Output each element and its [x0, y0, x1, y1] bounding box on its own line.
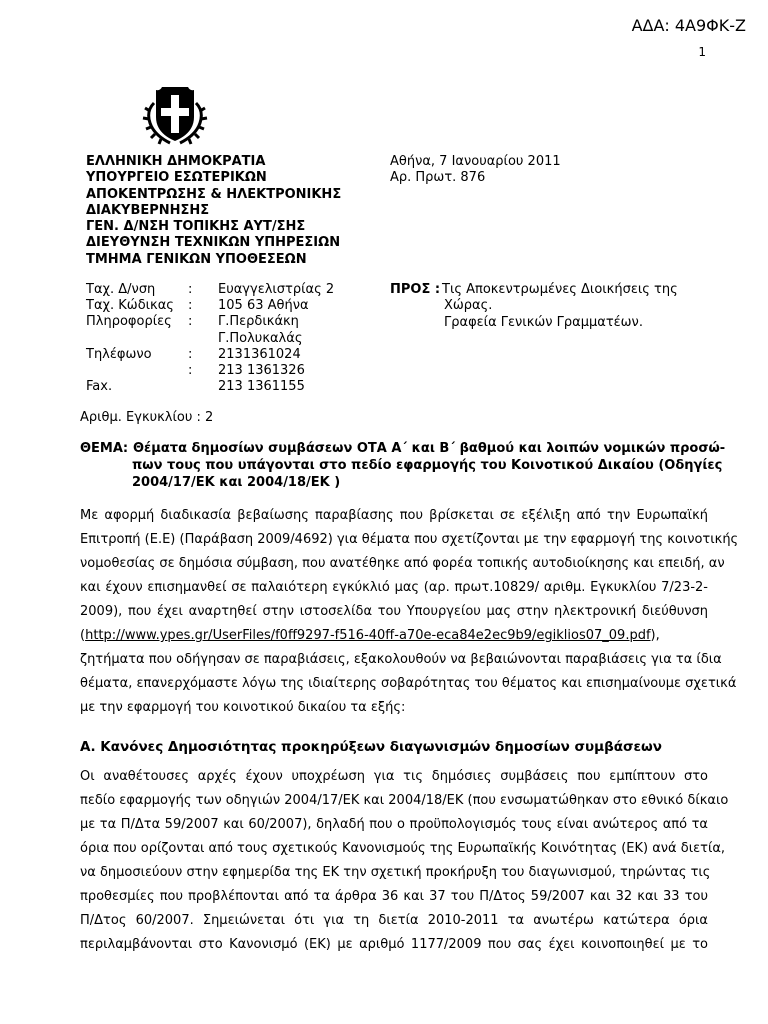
paragraph-line: περιλαμβάνονται στο Κανονισμό (ΕΚ) με αριθμό 1177/2009 που σας έχει κοινοποιηθεί με το: [80, 937, 708, 952]
sender-block: [86, 154, 341, 268]
sender-line: ΓΕΝ. Δ/ΝΣΗ ΤΟΠΙΚΗΣ ΑΥΤ/ΣΗΣ: [86, 219, 306, 235]
paragraph-line: Π/Δτος 60/2007. Σημειώνεται ότι για τη διετία 2010-2011 τα ανωτέρω κατώτερα όρια: [80, 913, 708, 928]
protocol-number: Αρ. Πρωτ. 876: [390, 170, 486, 186]
contact-row: [86, 331, 386, 347]
contact-row: [86, 314, 386, 330]
recipient-label: ΠΡΟΣ :: [390, 282, 441, 297]
contact-colon: :: [188, 314, 193, 330]
contact-label: Πληροφορίες: [86, 314, 172, 330]
contact-label: Fax.: [86, 379, 113, 395]
paragraph-line: ζητήματα που οδήγησαν σε παραβιάσεις, εξακολουθούν να βεβαιώνονται παραβιάσεις για τα ίδια: [80, 652, 722, 667]
paragraph-line: και έχουν επισημανθεί σε παλαιότερη εγκύκλιό μας (αρ. πρωτ.10829/ αριθμ. Εγκυκλίου 7/23-2-: [80, 580, 708, 595]
paragraph-line: με την εφαρμογή του κοινοτικού δικαίου τα εξής:: [80, 700, 406, 715]
sender-line: ΑΠΟΚΕΝΤΡΩΣΗΣ & ΗΛΕΚΤΡΟΝΙΚΗΣ: [86, 186, 342, 202]
intro-paragraph: [80, 504, 739, 720]
paragraph-line: να δημοσιεύουν στην εφημερίδα της ΕΚ την σχετική προκήρυξη του διαγωνισμού, τηρώντας τις: [80, 865, 711, 880]
link-paren-close: ),: [650, 628, 660, 643]
contact-row: [86, 298, 386, 314]
contact-row: [86, 282, 386, 298]
paragraph-line: 2009), που έχει αναρτηθεί στην ιστοσελίδα του Υπουργείου μας στην ηλεκτρονική διεύθυνση: [80, 604, 708, 619]
section-a-paragraph: [80, 765, 729, 957]
paragraph-line: Επιτροπή (Ε.Ε) (Παράβαση 2009/4692) για θέματα που σχετίζονται με την εφαρμογή της κοινοτικής: [80, 532, 739, 547]
contact-label: Ταχ. Δ/νση: [86, 282, 156, 297]
contact-colon: :: [188, 362, 193, 378]
section-a-heading: Α. Κανόνες Δημοσιότητας προκηρύξεων διαγωνισμών δημοσίων συμβάσεων: [80, 739, 662, 755]
sender-line: ΔΙΕΥΘΥΝΣΗ ΤΕΧΝΙΚΩΝ ΥΠΗΡΕΣΙΩΝ: [86, 235, 341, 251]
sender-line: ΕΛΛΗΝΙΚΗ ΔΗΜΟΚΡΑΤΙΑ: [86, 154, 266, 169]
contact-value: 105 63 Αθήνα: [218, 298, 309, 314]
contact-colon: :: [188, 282, 193, 297]
paragraph-line: πεδίο εφαρμογής των οδηγιών 2004/17/ΕΚ και 2004/18/ΕΚ (που ενσωματώθηκαν στο εθνικό δίκαιο: [80, 793, 729, 808]
paragraph-line: προθεσμίες που προβλέπονται από τα άρθρα 36 και 37 του Π/Δτος 59/2007 και 32 και 33 του: [80, 889, 708, 904]
contact-row: [86, 363, 386, 379]
contact-block: [86, 282, 386, 395]
contact-value: Γ.Πολυκαλάς: [218, 330, 303, 346]
contact-colon: :: [188, 298, 193, 314]
contact-value: 213 1361155: [218, 379, 305, 395]
paragraph-line: νομοθεσίας σε δημόσια σύμβαση, που ανατέθηκε από φορέα τοπικής αυτοδιοίκησης και επειδή, αν: [80, 556, 725, 571]
sender-line: ΔΙΑΚΥΒΕΡΝΗΣΗΣ: [86, 202, 210, 218]
paragraph-line: όρια που ορίζονται από τους σχετικούς Κανονισμούς της Ευρωπαϊκής Κοινότητας (ΕΚ) ανά διετία,: [80, 841, 726, 856]
paragraph-line: Οι αναθέτουσες αρχές έχουν υποχρέωση για τις δημόσιες συμβάσεις που εμπίπτουν στο: [80, 769, 708, 784]
date-block: [390, 154, 561, 187]
paragraph-line: θέματα, επανερχόμαστε λόγω της ιδιαίτερης σοβαρότητας του θέματος και επισημαίνουμε σχετικά: [80, 676, 737, 691]
subject-line: 2004/17/ΕΚ και 2004/18/ΕΚ ): [132, 475, 341, 490]
circular-number: Αριθμ. Εγκυκλίου : 2: [80, 410, 214, 425]
contact-value: 2131361024: [218, 346, 301, 362]
contact-value: 213 1361326: [218, 362, 305, 378]
contact-value: Γ.Περδικάκη: [218, 314, 299, 330]
contact-row: [86, 379, 386, 395]
subject-line: πων τους που υπάγονται στο πεδίο εφαρμογής του Κοινοτικού Δικαίου (Οδηγίες: [132, 458, 723, 473]
paragraph-line: Με αφορμή διαδικασία βεβαίωσης παραβίασης που βρίσκεται σε εξέλιξη από την Ευρωπαϊκή: [80, 508, 708, 523]
subject-line: Θέματα δημοσίων συμβάσεων ΟΤΑ Α΄ και Β΄ βαθμού και λοιπών νομικών προσώ-: [133, 441, 726, 456]
recipient-line: Χώρας.: [444, 298, 493, 313]
subject-label: ΘΕΜΑ:: [80, 441, 129, 456]
paragraph-line: [80, 624, 708, 648]
contact-label: Τηλέφωνο: [86, 346, 152, 362]
contact-value: Ευαγγελιστρίας 2: [218, 282, 335, 297]
circular-link[interactable]: http://www.ypes.gr/UserFiles/f0ff9297-f516-40ff-a70e-eca84e2ec9b9/egiklios07_09.pdf: [85, 628, 651, 643]
sender-line: ΥΠΟΥΡΓΕΙΟ ΕΣΩΤΕΡΙΚΩΝ: [86, 170, 267, 186]
recipient-line: Τις Αποκεντρωμένες Διοικήσεις της: [442, 282, 678, 297]
link-paren-open: (: [80, 628, 86, 643]
recipient-line: Γραφεία Γενικών Γραμματέων.: [444, 315, 643, 330]
contact-row: [86, 347, 386, 363]
contact-label: Ταχ. Κώδικας: [86, 298, 174, 314]
contact-colon: :: [188, 346, 193, 362]
ada-code: ΑΔΑ: 4Α9ΦΚ-Ζ: [631, 16, 746, 35]
greek-coat-of-arms-icon: [140, 77, 210, 149]
page-number: 1: [698, 45, 706, 59]
paragraph-line: με τα Π/Δτα 59/2007 και 60/2007), δηλαδή που ο προϋπολογισμός τους είναι ανώτερος από τα: [80, 817, 708, 832]
sender-line: ΤΜΗΜΑ ΓΕΝΙΚΩΝ ΥΠΟΘΕΣΕΩΝ: [86, 251, 307, 267]
document-date: Αθήνα, 7 Ιανουαρίου 2011: [390, 154, 561, 169]
